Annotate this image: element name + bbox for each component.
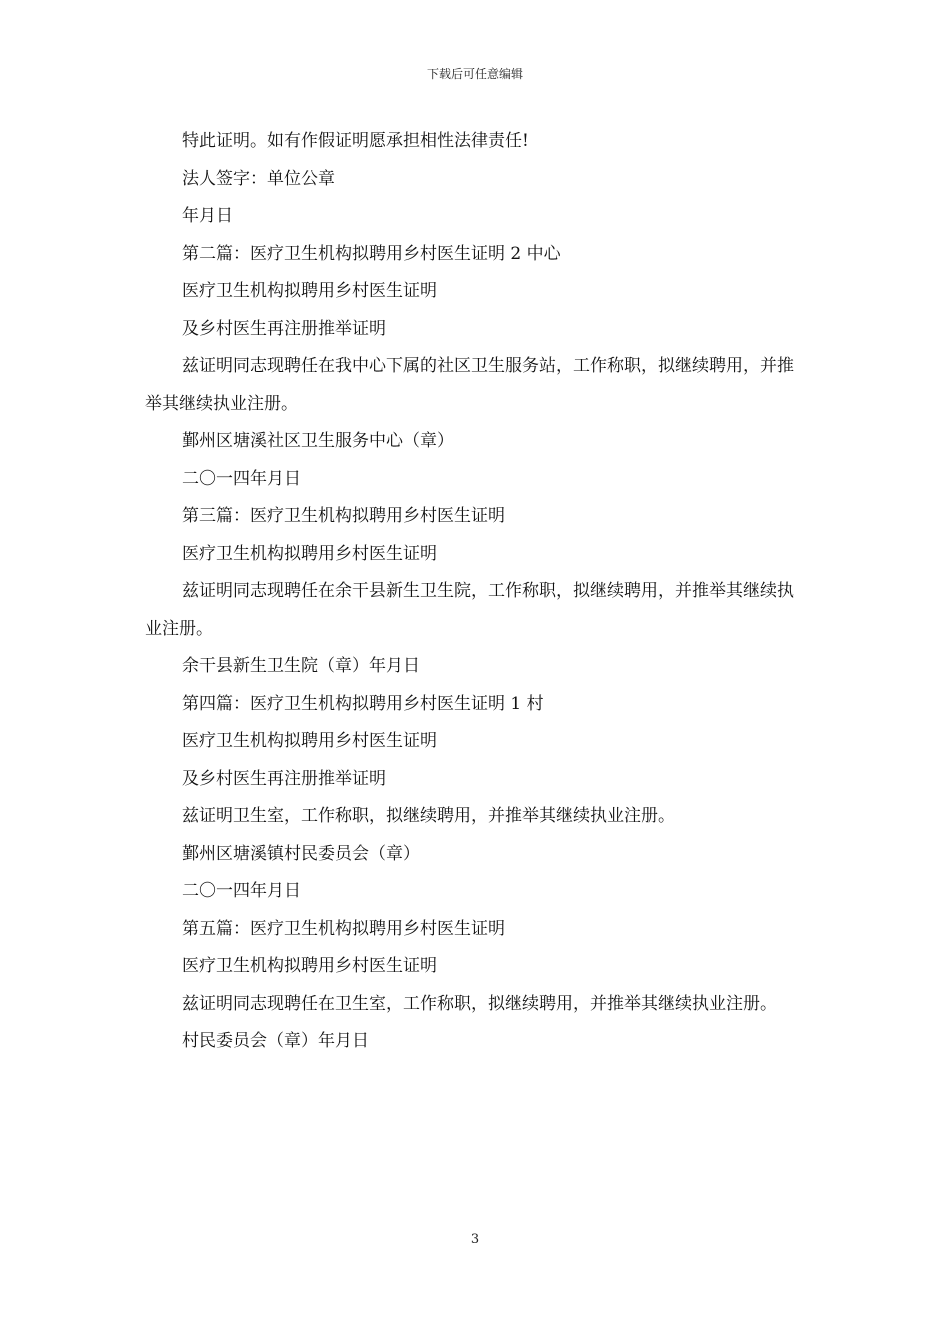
paragraph-date: 年月日 bbox=[182, 206, 233, 226]
paragraph-subtitle: 及乡村医生再注册推举证明 bbox=[182, 318, 386, 339]
paragraph-subtitle: 及乡村医生再注册推举证明 bbox=[182, 768, 386, 789]
paragraph-issuer: 村民委员会（章）年月日 bbox=[182, 1031, 369, 1051]
paragraph-issuer: 余干县新生卫生院（章）年月日 bbox=[182, 656, 420, 676]
paragraph-title: 医疗卫生机构拟聘用乡村医生证明 bbox=[182, 956, 437, 976]
paragraph-title: 医疗卫生机构拟聘用乡村医生证明 bbox=[182, 731, 437, 751]
paragraph-date: 二〇一四年月日 bbox=[182, 468, 301, 489]
paragraph-certification: 兹证明卫生室，工作称职，拟继续聘用，并推举其继续执业注册。 bbox=[182, 806, 675, 826]
paragraph-signature: 法人签字：单位公章 bbox=[182, 168, 335, 189]
paragraph-declaration: 特此证明。如有作假证明愿承担相性法律责任! bbox=[182, 131, 529, 151]
section-heading-3: 第三篇：医疗卫生机构拟聘用乡村医生证明 bbox=[182, 506, 505, 526]
document-body bbox=[145, 123, 810, 1061]
paragraph-issuer: 鄞州区塘溪社区卫生服务中心（章） bbox=[182, 431, 454, 451]
page-header-note: 下载后可任意编辑 bbox=[426, 67, 523, 81]
paragraph-certification: 兹证明同志现聘任在我中心下属的社区卫生服务站，工作称职，拟继续聘用，并推举其继续执业注册。 bbox=[145, 356, 794, 414]
section-heading-2: 第二篇：医疗卫生机构拟聘用乡村医生证明 2 中心 bbox=[182, 243, 561, 264]
section-heading-4: 第四篇：医疗卫生机构拟聘用乡村医生证明 1 村 bbox=[182, 693, 544, 714]
paragraph-title: 医疗卫生机构拟聘用乡村医生证明 bbox=[182, 281, 437, 301]
page-number: 3 bbox=[470, 1232, 480, 1247]
paragraph-certification: 兹证明同志现聘任在卫生室，工作称职，拟继续聘用，并推举其继续执业注册。 bbox=[182, 993, 777, 1014]
paragraph-issuer: 鄞州区塘溪镇村民委员会（章） bbox=[182, 843, 420, 864]
section-heading-5: 第五篇：医疗卫生机构拟聘用乡村医生证明 bbox=[182, 918, 505, 939]
paragraph-certification: 兹证明同志现聘任在余干县新生卫生院，工作称职，拟继续聘用，并推举其继续执业注册。 bbox=[145, 581, 794, 639]
paragraph-date: 二〇一四年月日 bbox=[182, 881, 301, 901]
paragraph-title: 医疗卫生机构拟聘用乡村医生证明 bbox=[182, 543, 437, 564]
